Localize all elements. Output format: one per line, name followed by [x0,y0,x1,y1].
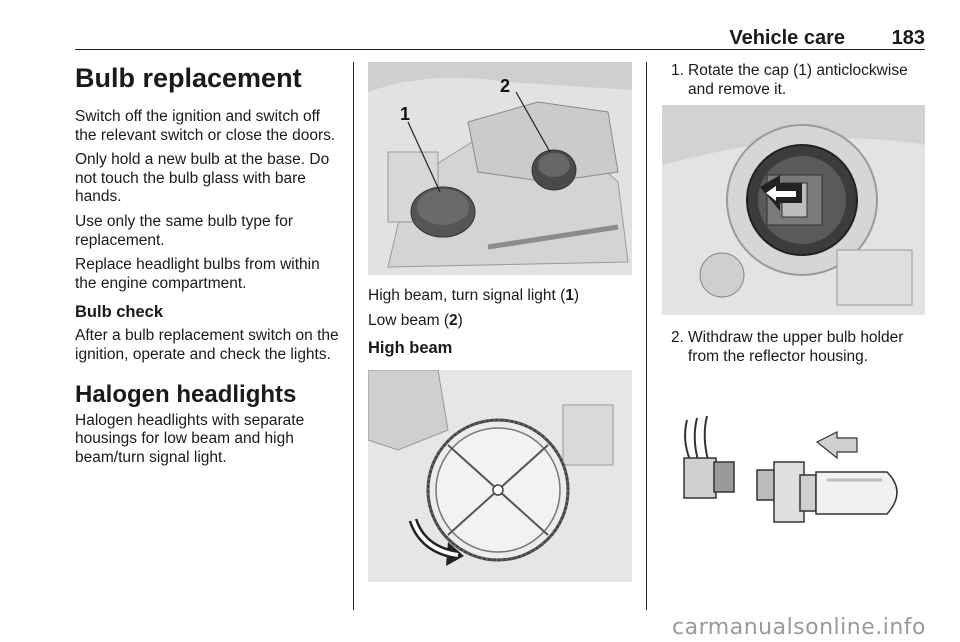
column-right [662,62,925,580]
step-number: 1. [671,62,684,79]
step-text: Withdraw the upper bulb holder from the reflector housing. [688,329,904,365]
column-divider-left [353,62,354,610]
headlight-housing-figure [368,62,632,275]
paragraph: Replace headlight bulbs from within the engine compartment. [75,256,320,292]
step-2 [662,329,925,366]
paragraph: Only hold a new bulb at the base. Do not touch the bulb glass with bare hands. [75,151,330,206]
step-number: 2. [671,329,684,347]
step-text: Rotate the cap (1) anticlockwise and remove it. [688,62,908,98]
step-1 [662,62,925,99]
section-heading-halogen: Halogen headlights [75,380,297,408]
bulb-holder-figure [662,380,925,580]
section-title: Vehicle care [729,27,845,49]
page-heading: Bulb replacement [75,63,302,93]
figure-caption-1: High beam, turn signal light (1) [368,287,580,304]
column-middle [368,62,633,582]
high-beam-cap-figure [368,370,632,582]
paragraph: Switch off the ignition and switch off the relevant switch or close the doors. [75,108,336,144]
page-number: 183 [891,27,925,49]
paragraph: Use only the same bulb type for replacement. [75,212,293,249]
watermark: carmanualsonline.info [672,615,926,640]
paragraph: Halogen headlights with separate housings for low beam and high beam/turn signal light. [75,411,305,466]
column-divider-right [646,62,647,610]
page-header [75,27,925,50]
figure-label-1: 1 [400,104,411,124]
figure-label-2: 2 [500,76,511,96]
figure-caption-2: Low beam (2) [368,311,463,329]
subheading-bulb-check: Bulb check [75,303,164,322]
subheading-high-beam: High beam [368,339,453,358]
column-left [75,62,343,467]
paragraph: After a bulb replacement switch on the ignition, operate and check the lights. [75,327,339,363]
cap-removed-figure [662,105,925,315]
